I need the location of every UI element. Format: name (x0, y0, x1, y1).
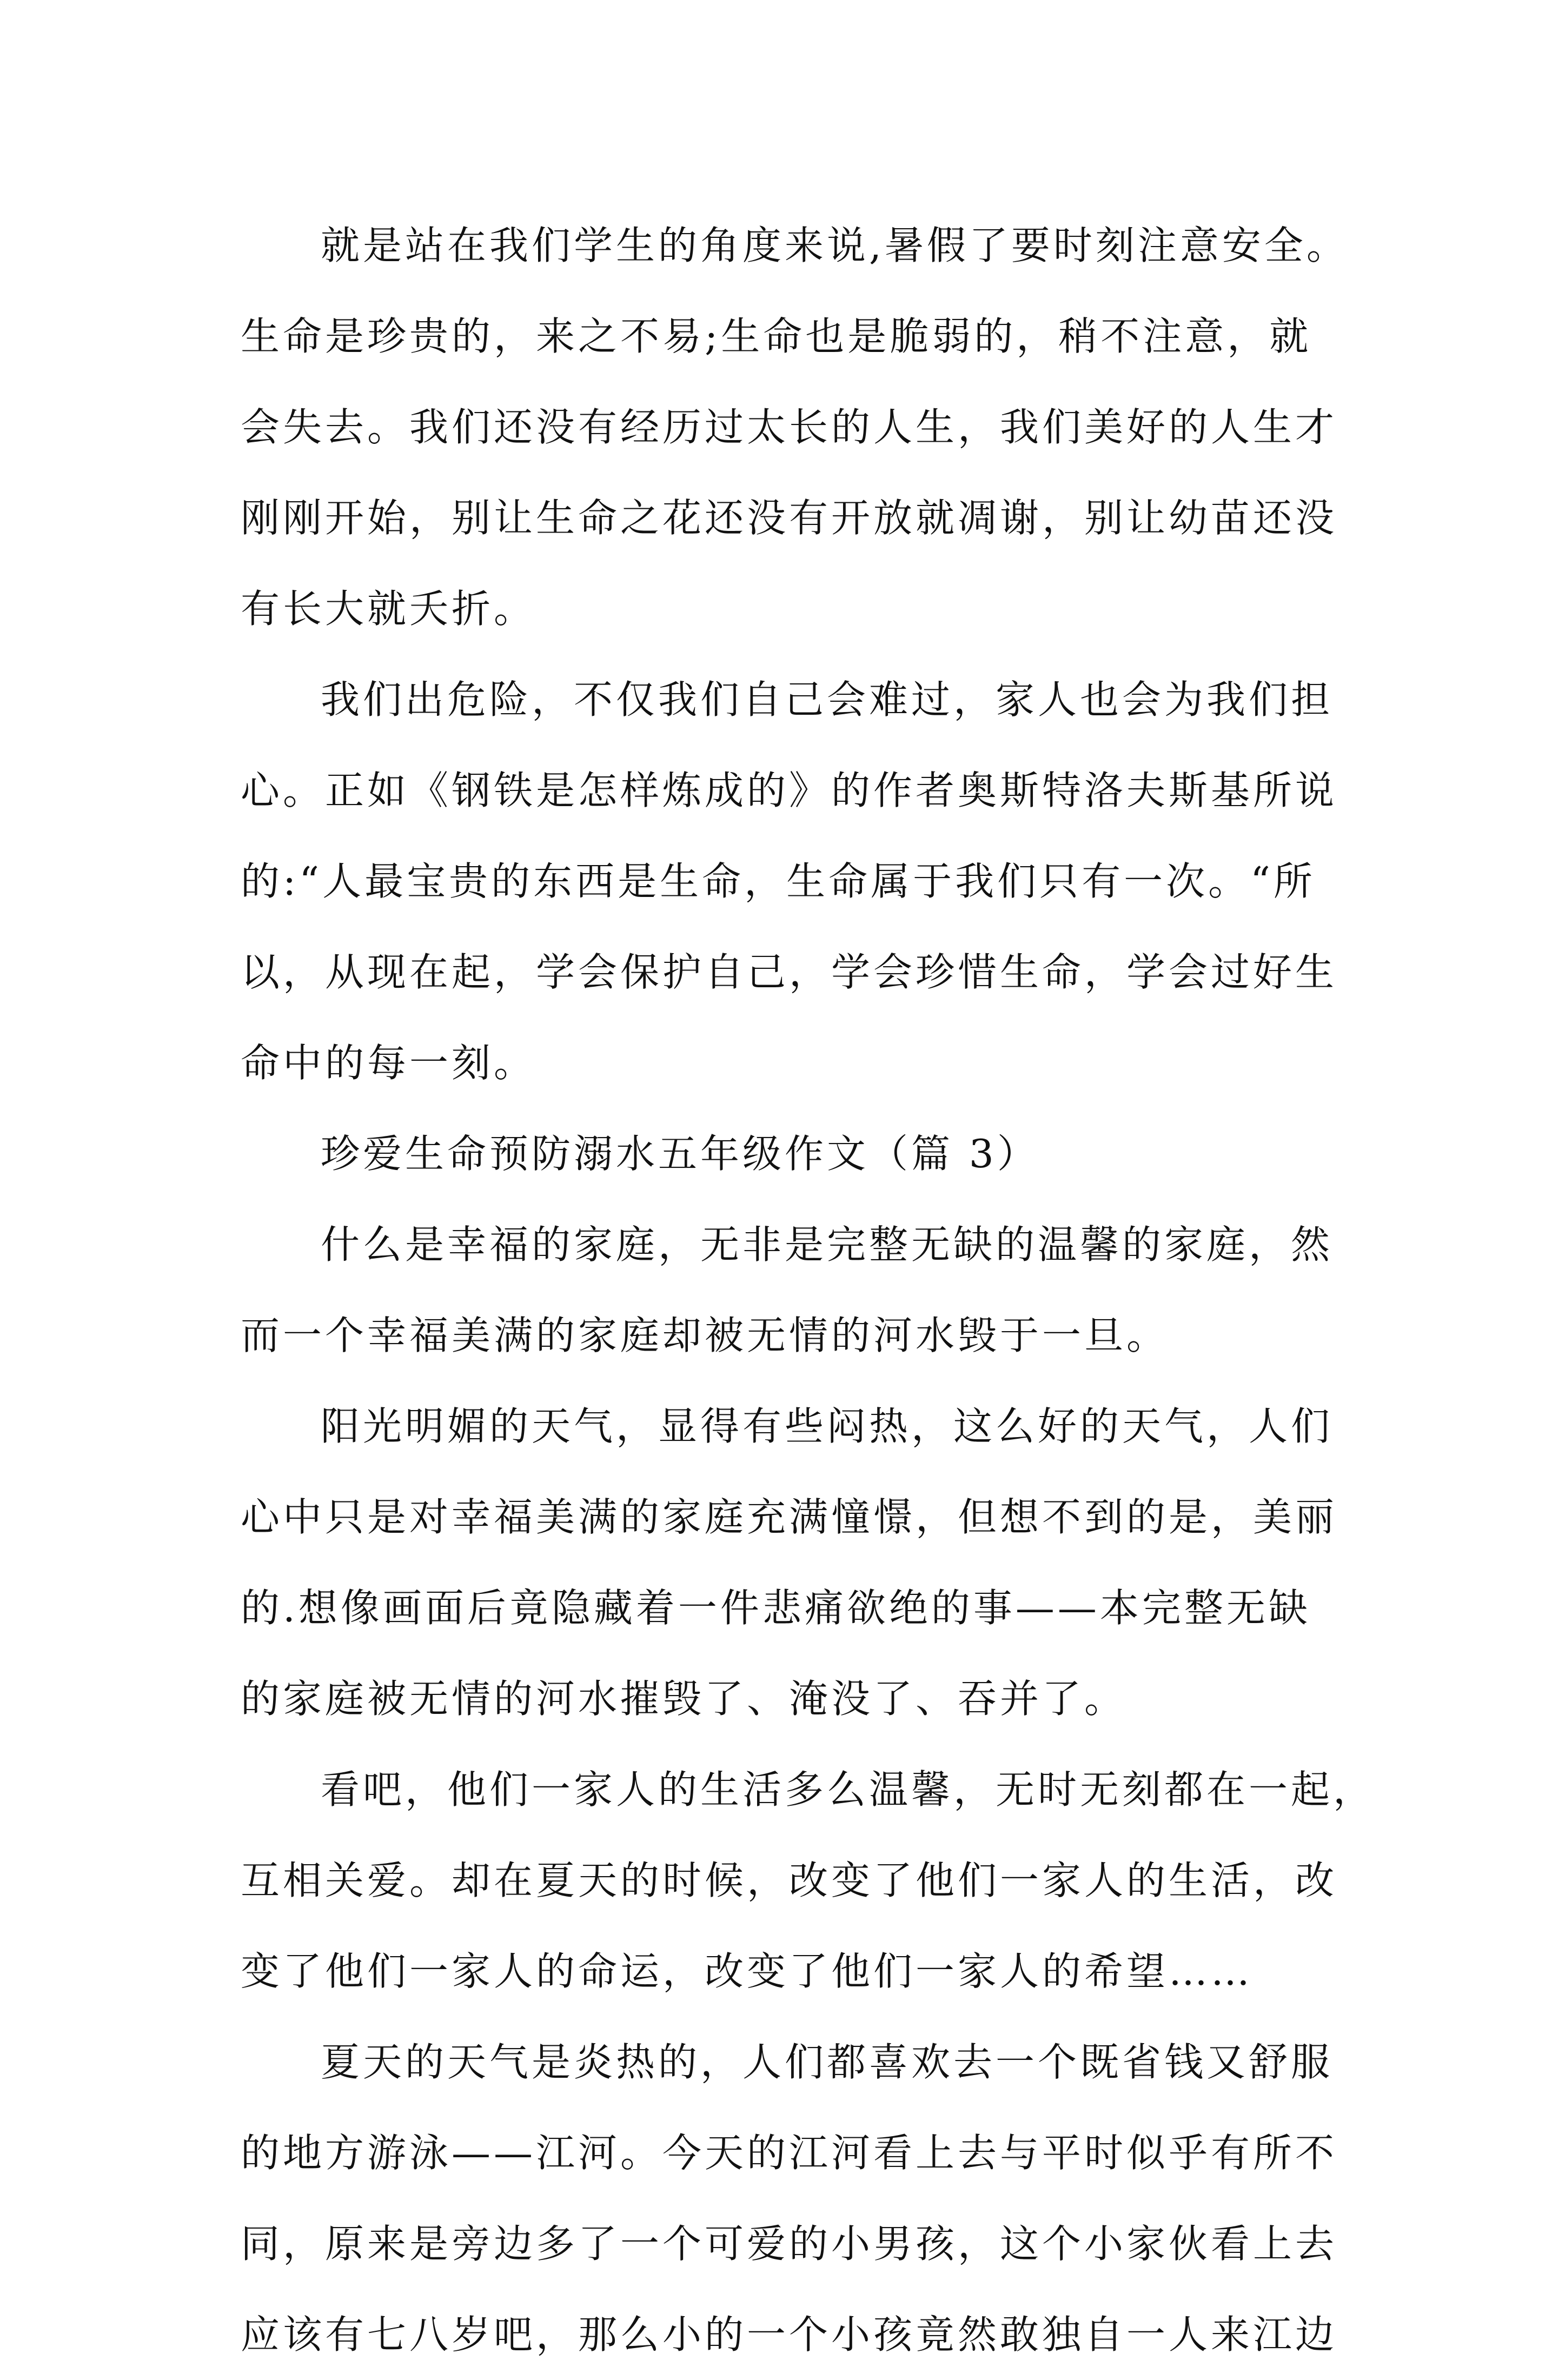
text-line: 会失去。我们还没有经历过太长的人生，我们美好的人生才 (241, 404, 1338, 450)
text-line: 的.想像画面后竟隐藏着一件悲痛欲绝的事——本完整无缺 (241, 1585, 1311, 1631)
text-line: 阳光明媚的天气，显得有些闷热，这么好的天气，人们 (321, 1404, 1334, 1449)
text-line: 同，原来是旁边多了一个可爱的小男孩，这个小家伙看上去 (241, 2221, 1338, 2266)
section-heading: 珍爱生命预防溺水五年级作文（篇 3） (321, 1131, 1039, 1176)
text-line: 命中的每一刻。 (241, 1040, 536, 1086)
text-line: 就是站在我们学生的角度来说,暑假了要时刻注意安全。 (321, 223, 1349, 268)
text-line: 夏天的天气是炎热的，人们都喜欢去一个既省钱又舒服 (321, 2039, 1334, 2085)
text-line: 应该有七八岁吧，那么小的一个小孩竟然敢独自一人来江边 (241, 2312, 1338, 2357)
text-line: 看吧，他们一家人的生活多么温馨，无时无刻都在一起， (321, 1767, 1376, 1812)
text-line: 什么是幸福的家庭，无非是完整无缺的温馨的家庭，然 (321, 1222, 1334, 1267)
text-line: 心中只是对幸福美满的家庭充满憧憬，但想不到的是，美丽 (241, 1494, 1338, 1540)
text-line: 的:“人最宝贵的东西是生命，生命属于我们只有一次。“所 (241, 859, 1316, 904)
text-line: 生命是珍贵的，来之不易;生命也是脆弱的，稍不注意，就 (241, 314, 1312, 359)
text-line: 的地方游泳——江河。今天的江河看上去与平时似乎有所不 (241, 2130, 1338, 2176)
text-line: 的家庭被无情的河水摧毁了、淹没了、吞并了。 (241, 1676, 1127, 1721)
text-line: 互相关爱。却在夏天的时候，改变了他们一家人的生活，改 (241, 1858, 1338, 1903)
text-line: 我们出危险，不仅我们自己会难过，家人也会为我们担 (321, 677, 1334, 722)
text-line: 有长大就夭折。 (241, 586, 536, 631)
text-line: 以，从现在起，学会保护自己，学会珍惜生命，学会过好生 (241, 949, 1338, 995)
text-line: 而一个幸福美满的家庭却被无情的河水毁于一旦。 (241, 1313, 1169, 1358)
body-text (241, 200, 1376, 2380)
text-line: 刚刚开始，别让生命之花还没有开放就凋谢，别让幼苗还没 (241, 495, 1338, 541)
text-line: 心。正如《钢铁是怎样炼成的》的作者奥斯特洛夫斯基所说 (241, 768, 1338, 813)
text-line: 变了他们一家人的命运，改变了他们一家人的希望…… (241, 1949, 1254, 1994)
